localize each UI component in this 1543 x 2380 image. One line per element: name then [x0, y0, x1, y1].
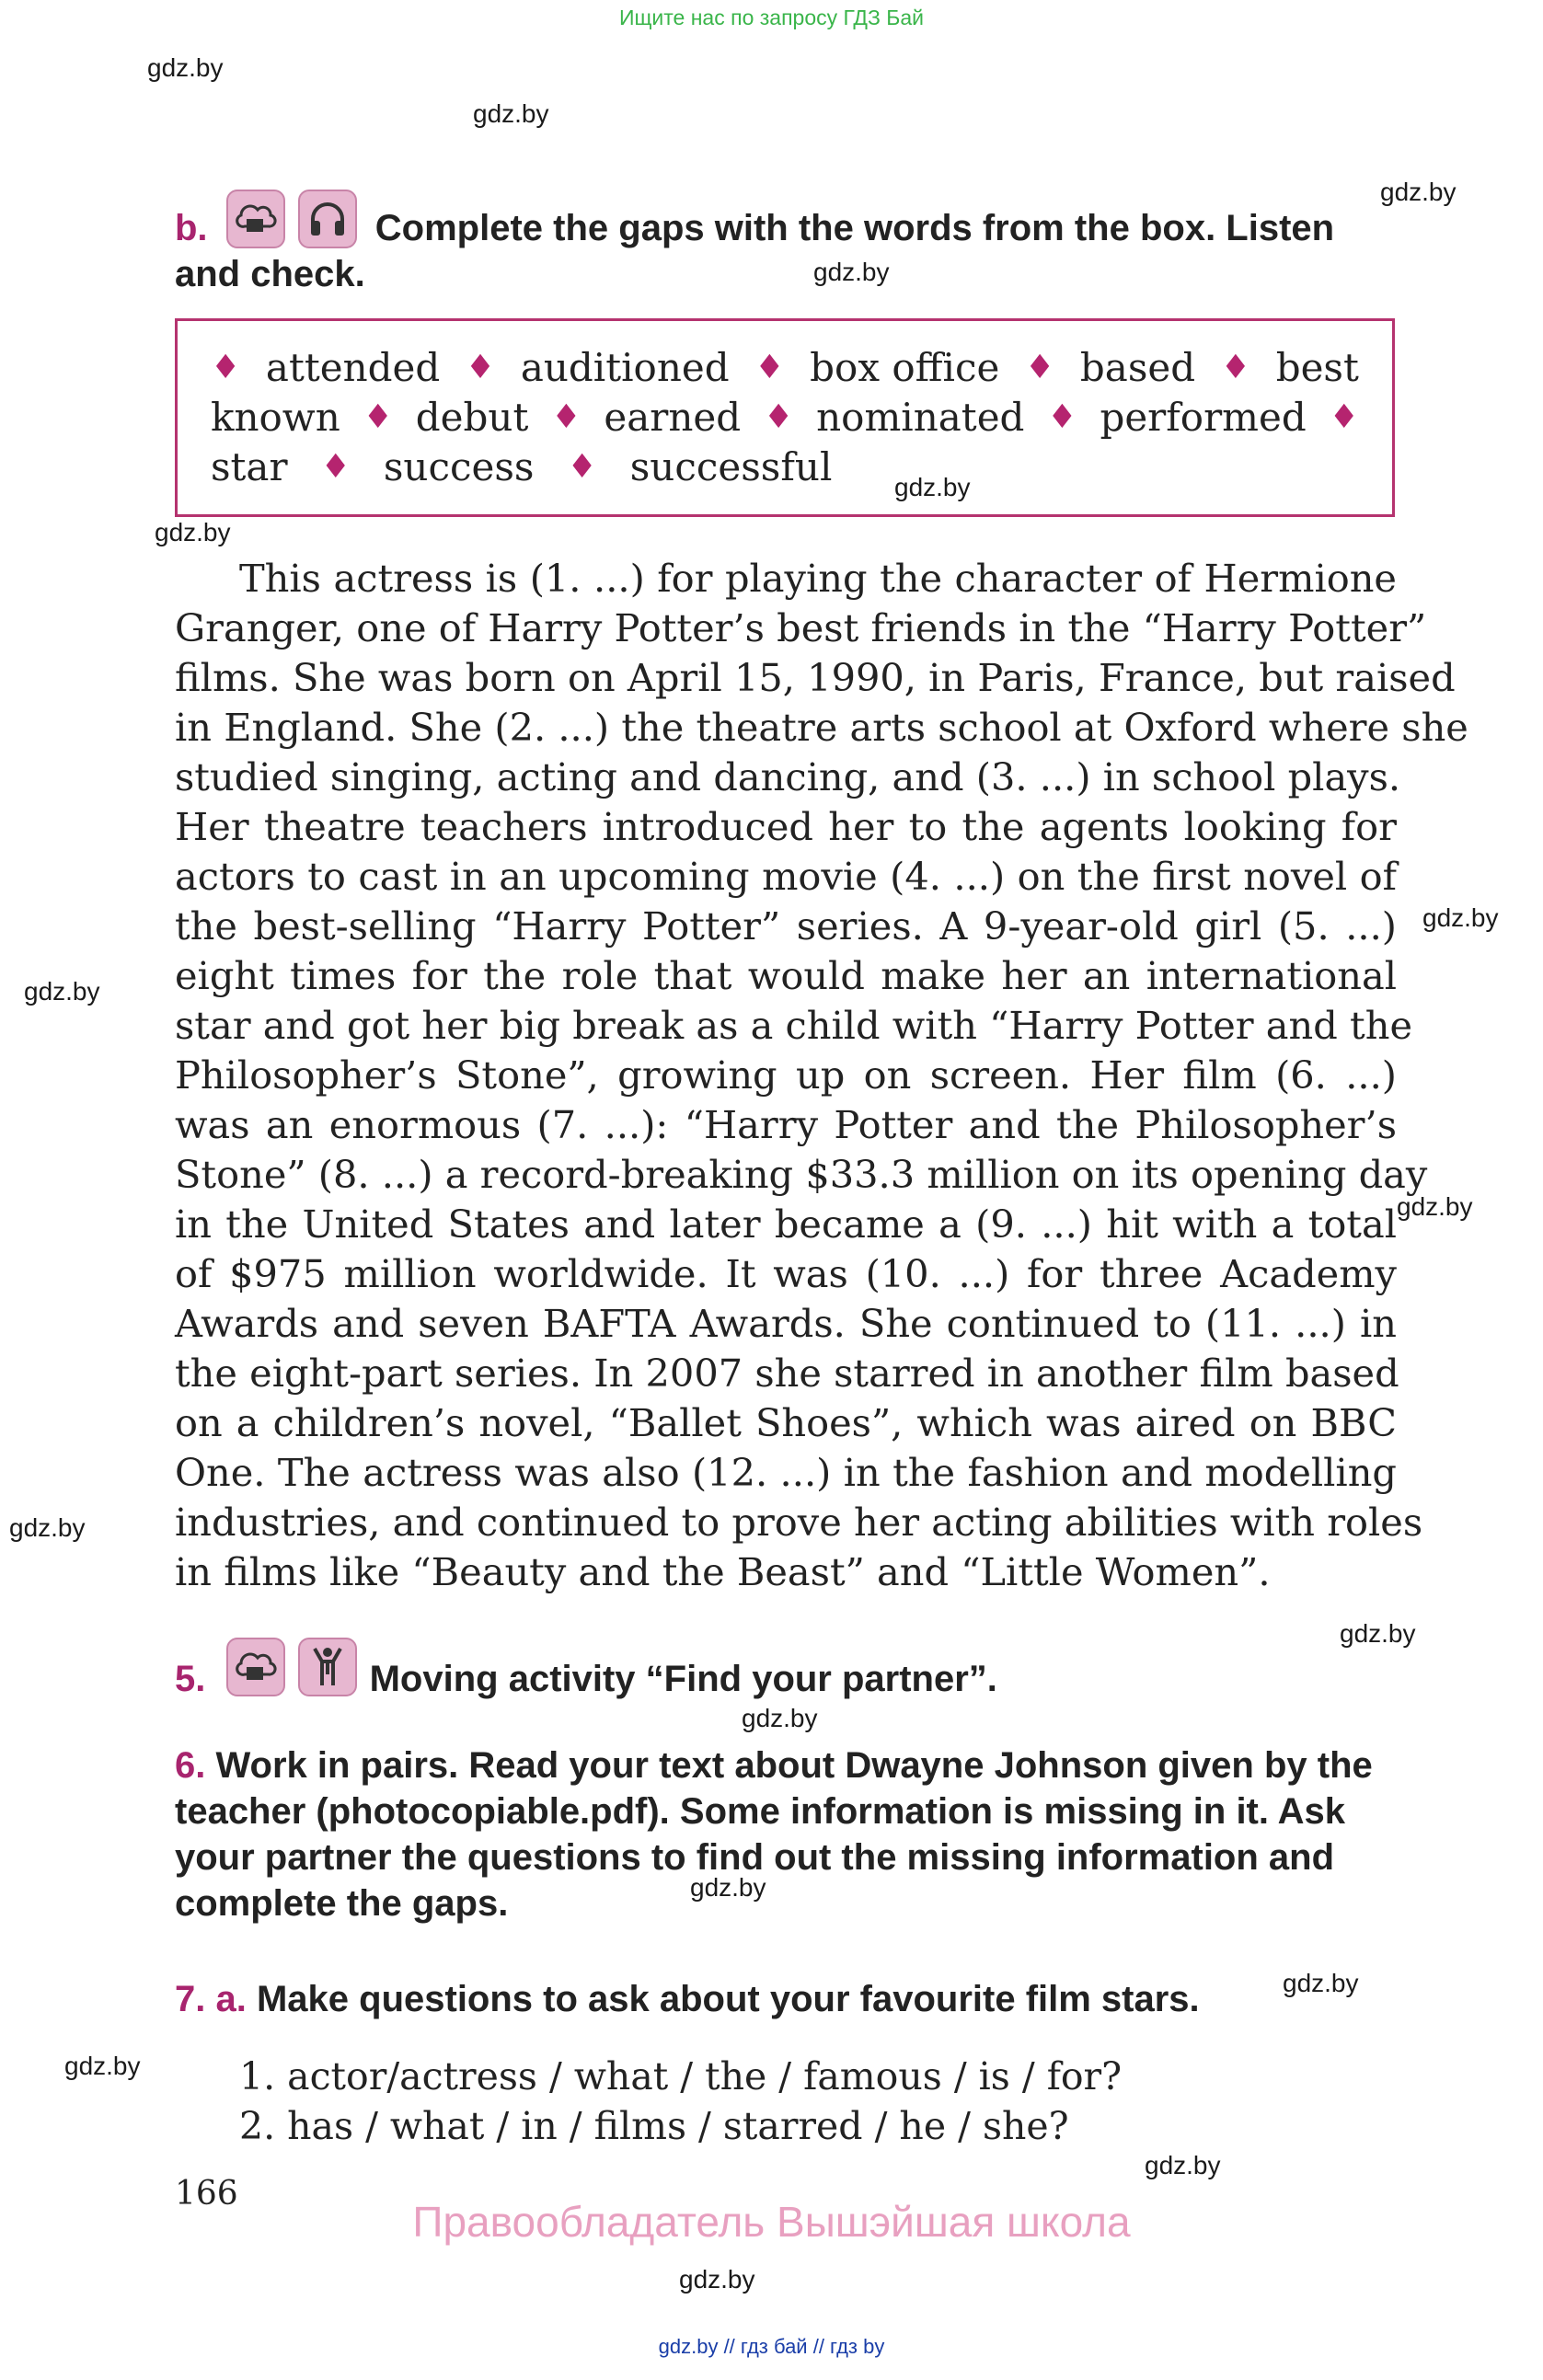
word-box: [175, 318, 1395, 517]
question-item: 2. has / what / in / films / starred / he / she?: [239, 2104, 1069, 2148]
text-line: Awards and seven BAFTA Awards. She continued to (11. ...) in: [175, 1301, 1397, 1346]
watermark: gdz.by: [813, 258, 890, 286]
watermark: gdz.by: [64, 2052, 141, 2080]
word: successful: [629, 444, 833, 489]
word: star: [211, 444, 288, 489]
moving-person-icon: [298, 1638, 357, 1696]
diamond-icon: ♦: [363, 398, 393, 436]
watermark: gdz.by: [9, 1513, 86, 1542]
page-number: 166: [175, 2175, 238, 2213]
watermark: gdz.by: [24, 977, 100, 1006]
task-5-text: Moving activity “Find your partner”.: [369, 1659, 997, 1699]
watermark: gdz.by: [1380, 178, 1457, 206]
word: performed: [1100, 395, 1307, 440]
word: based: [1079, 345, 1196, 390]
watermark: gdz.by: [1397, 1192, 1473, 1221]
word-box-line-2: [211, 393, 1359, 443]
diamond-icon: ♦: [551, 398, 582, 436]
diamond-icon: ♦: [1329, 398, 1359, 436]
task-7-label: 7.: [175, 1979, 206, 2019]
text-line: in England. She (2. ...) the theatre arts school at Oxford where she: [175, 705, 1468, 750]
watermark: gdz.by: [690, 1873, 766, 1902]
task-5-label: 5.: [175, 1659, 206, 1699]
task-6-line: teacher (photocopiable.pdf). Some information is missing in it. Ask: [175, 1791, 1345, 1832]
watermark: gdz.by: [147, 53, 224, 82]
text-line: studied singing, acting and dancing, and (3. ...) in school plays.: [175, 754, 1401, 799]
task-6-line: Work in pairs. Read your text about Dwayne Johnson given by the: [215, 1745, 1373, 1786]
text-line: star and got her big break as a child with “Harry Potter and the: [175, 1003, 1413, 1048]
word-box-line-3: [211, 443, 832, 492]
task-b-line2: and check.: [175, 254, 365, 294]
task-7-heading: [175, 1976, 1399, 2022]
diamond-icon: ♦: [763, 398, 794, 436]
watermark: gdz.by: [1283, 1969, 1359, 1997]
text-line: films. She was born on April 15, 1990, in Paris, France, but raised: [175, 655, 1456, 700]
word: attended: [265, 345, 441, 390]
task-6: [175, 1742, 1399, 1926]
diamond-icon: ♦: [320, 448, 351, 486]
text-line: Stone” (8. ...) a record-breaking $33.3 million on its opening day: [175, 1152, 1428, 1197]
task-6-line: complete the gaps.: [175, 1883, 509, 1924]
question-item: 1. actor/actress / what / the / famous / is / for?: [239, 2054, 1123, 2098]
task-b-label: b.: [175, 208, 208, 248]
task-7-sublabel: a.: [215, 1979, 247, 2019]
word: auditioned: [520, 345, 730, 390]
task-5-heading: [175, 1656, 1399, 1702]
text-line: was an enormous (7. ...): “Harry Potter and the Philosopher’s: [175, 1102, 1397, 1147]
rights-holder: Правообладатель Вышэйшая школа: [412, 2198, 1131, 2246]
watermark: gdz.by: [742, 1704, 818, 1732]
diamond-icon: ♦: [465, 349, 496, 386]
folder-icon: [226, 1638, 285, 1696]
diamond-icon: ♦: [1024, 349, 1055, 386]
text-line: on a children’s novel, “Ballet Shoes”, which was aired on BBC: [175, 1400, 1397, 1445]
word: best: [1275, 345, 1359, 390]
top-note: Ищите нас по запросу ГДЗ Бай: [618, 6, 925, 29]
diamond-icon: ♦: [1047, 398, 1077, 436]
diamond-icon: ♦: [567, 448, 597, 486]
task-b-heading: [175, 205, 1399, 297]
watermark: gdz.by: [155, 518, 231, 546]
text-line: of $975 million worldwide. It was (10. ...) for three Academy: [175, 1251, 1397, 1296]
text-line: This actress is (1. ...) for playing the character of Hermione: [239, 556, 1397, 601]
text-line: Granger, one of Harry Potter’s best friends in the “Harry Potter”: [175, 605, 1427, 650]
watermark: gdz.by: [894, 473, 971, 501]
text-line: actors to cast in an upcoming movie (4. ...) on the first novel of: [175, 854, 1397, 899]
watermark: gdz.by: [1145, 2151, 1221, 2179]
word: known: [211, 395, 340, 440]
task-6-label: 6.: [175, 1745, 206, 1786]
text-line: in films like “Beauty and the Beast” and “Little Women”.: [175, 1549, 1271, 1594]
word: box office: [810, 345, 1000, 390]
question-list: [239, 2052, 1122, 2151]
watermark: gdz.by: [1340, 1619, 1416, 1648]
footer-links[interactable]: gdz.by // гдз бай // гдз by: [658, 2335, 885, 2358]
word: earned: [604, 395, 742, 440]
text-line: One. The actress was also (12. ...) in the fashion and modelling: [175, 1450, 1397, 1495]
folder-icon: [226, 190, 285, 248]
text-line: Her theatre teachers introduced her to the agents looking for: [175, 804, 1397, 849]
headphones-icon: [298, 190, 357, 248]
task-6-line: your partner the questions to find out the missing information and: [175, 1837, 1335, 1878]
diamond-icon: ♦: [211, 349, 241, 386]
text-line: industries, and continued to prove her acting abilities with roles: [175, 1500, 1423, 1545]
text-line: Philosopher’s Stone”, growing up on screen. Her film (6. ...): [175, 1052, 1397, 1098]
text-line: eight times for the role that would make her an international: [175, 953, 1397, 998]
text-line: the best-selling “Harry Potter” series. A 9-year-old girl (5. ...): [175, 903, 1397, 949]
word: nominated: [816, 395, 1025, 440]
watermark: gdz.by: [473, 99, 549, 128]
text-line: the eight-part series. In 2007 she starred in another film based: [175, 1351, 1399, 1396]
watermark: gdz.by: [679, 2265, 755, 2294]
diamond-icon: ♦: [1220, 349, 1251, 386]
task-b-line1: Complete the gaps with the words from the box. Listen: [374, 208, 1335, 248]
watermark: gdz.by: [1422, 903, 1499, 932]
word: success: [383, 444, 535, 489]
text-line: in the United States and later became a (9. ...) hit with a total: [175, 1201, 1397, 1247]
word-box-line-1: [211, 343, 1359, 393]
diamond-icon: ♦: [754, 349, 785, 386]
word: debut: [415, 395, 529, 440]
task-7-text: Make questions to ask about your favourite film stars.: [256, 1979, 1200, 2019]
